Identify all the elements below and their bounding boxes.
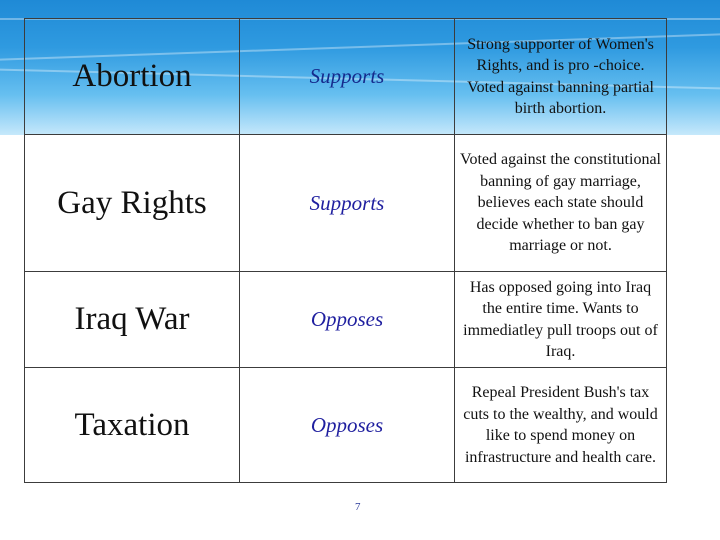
detail-cell: Has opposed going into Iraq the entire time. Wants to immediatley pull troops out of Iraq. [455,272,667,368]
issue-cell: Abortion [25,19,240,135]
stance-cell: Opposes [240,272,455,368]
issue-cell: Taxation [25,368,240,483]
detail-cell: Voted against the constitutional banning of gay marriage, believes each state should decide whether to ban gay marriage or not. [455,135,667,272]
table-row [25,135,667,272]
detail-cell: Repeal President Bush's tax cuts to the wealthy, and would like to spend money on infrastructure and health care. [455,368,667,483]
stance-cell: Opposes [240,368,455,483]
stance-cell: Supports [240,135,455,272]
detail-cell: Strong supporter of Women's Rights, and is pro -choice. Voted against banning partial birth abortion. [455,19,667,135]
table-row [25,19,667,135]
stance-cell: Supports [240,19,455,135]
table-row [25,272,667,368]
table-row [25,368,667,483]
issue-cell: Iraq War [25,272,240,368]
issues-table [24,18,667,483]
page-number: 7 [355,501,361,513]
issue-cell: Gay Rights [25,135,240,272]
